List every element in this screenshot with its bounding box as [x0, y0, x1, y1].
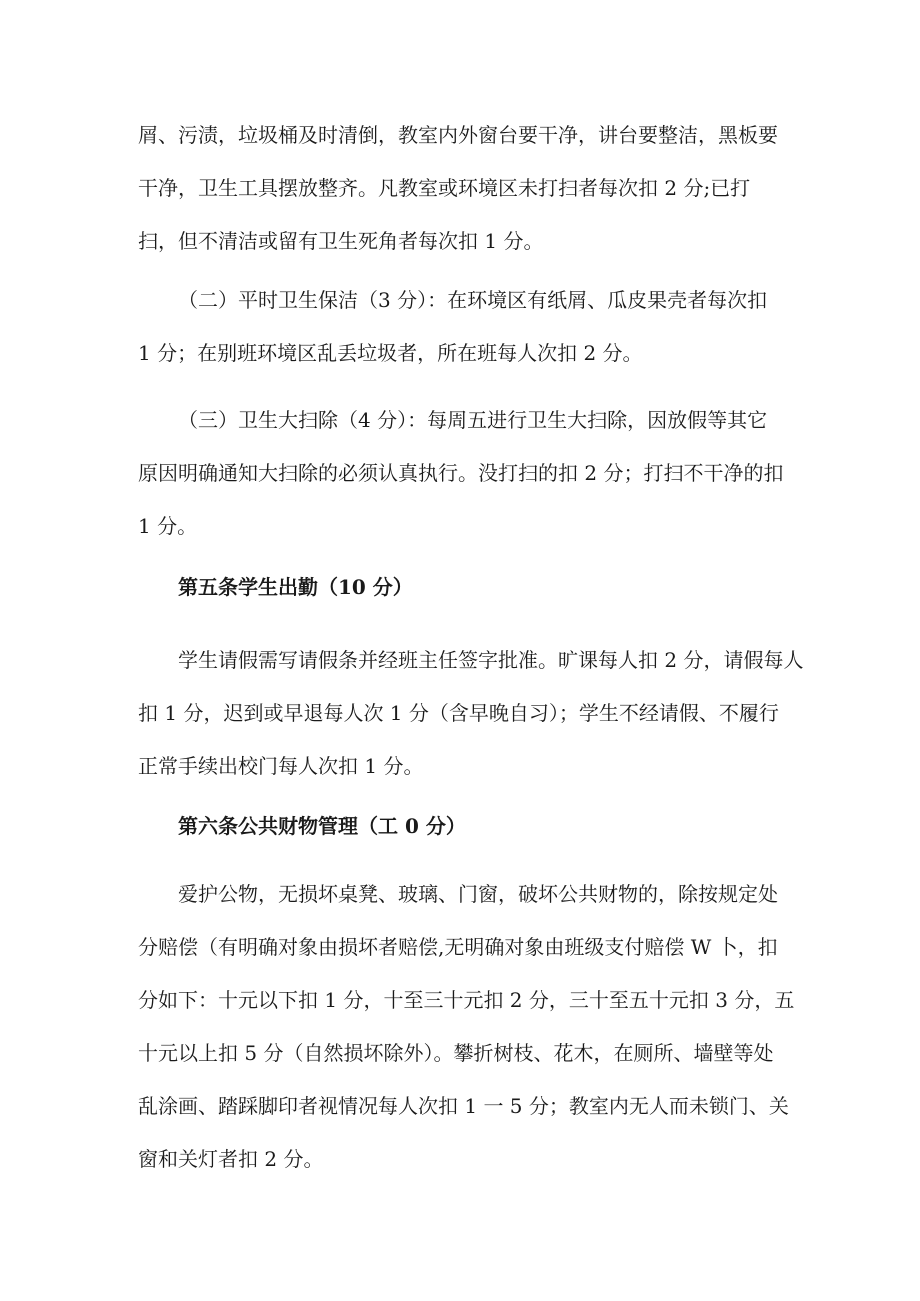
text-line: 乱涂画、踏踩脚印者视情况每人次扣 1 一 5 分；教室内无人而未锁门、关	[138, 1094, 789, 1118]
text-line: 爱护公物，无损坏桌凳、玻璃、门窗，破坏公共财物的，除按规定处	[178, 882, 778, 906]
text-line: （三）卫生大扫除（4 分）：每周五进行卫生大扫除，因放假等其它	[178, 408, 768, 432]
text-line: 十元以上扣 5 分（自然损坏除外）。攀折树枝、花木，在厕所、墙壁等处	[138, 1041, 774, 1065]
paragraph-daily-cleaning	[138, 274, 788, 380]
text-line: 分如下：十元以下扣 1 分，十至三十元扣 2 分，三十至五十元扣 3 分，五	[138, 988, 795, 1012]
text-line: 学生请假需写请假条并经班主任签字批准。旷课每人扣 2 分，请假每人	[178, 648, 804, 672]
paragraph-weekly-cleaning	[138, 394, 788, 553]
text-line: （二）平时卫生保洁（3 分）：在环境区有纸屑、瓜皮果壳者每次扣	[178, 288, 768, 312]
text-line: 1 分。	[138, 514, 198, 538]
text-line: 原因明确通知大扫除的必须认真执行。没打扫的扣 2 分；打扫不干净的扣	[138, 461, 784, 485]
text-line: 窗和关灯者扣 2 分。	[138, 1147, 324, 1171]
text-line: 正常手续出校门每人次扣 1 分。	[138, 754, 424, 778]
text-line: 扫，但不清洁或留有卫生死角者每次扣 1 分。	[138, 229, 544, 253]
text-line: 分赔偿（有明确对象由损坏者赔偿,无明确对象由班级支付赔偿 W 卜，扣	[138, 935, 778, 959]
paragraph-sanitation-continued	[138, 109, 788, 268]
section-heading-public-property	[138, 800, 788, 853]
heading-text: 第六条公共财物管理（工 0 分）	[178, 814, 466, 838]
text-line: 屑、污渍，垃圾桶及时清倒，教室内外窗台要干净，讲台要整洁，黑板要	[138, 123, 778, 147]
text-line: 扣 1 分，迟到或早退每人次 1 分（含早晚自习）；学生不经请假、不履行	[138, 701, 779, 725]
section-heading-attendance	[138, 561, 788, 614]
paragraph-public-property	[138, 868, 795, 1186]
text-line: 干净，卫生工具摆放整齐。凡教室或环境区未打扫者每次扣 2 分;已打	[138, 176, 751, 200]
paragraph-attendance	[138, 634, 804, 793]
heading-text: 第五条学生出勤（10 分）	[178, 575, 413, 599]
text-line: 1 分；在别班环境区乱丢垃圾者，所在班每人次扣 2 分。	[138, 341, 643, 365]
